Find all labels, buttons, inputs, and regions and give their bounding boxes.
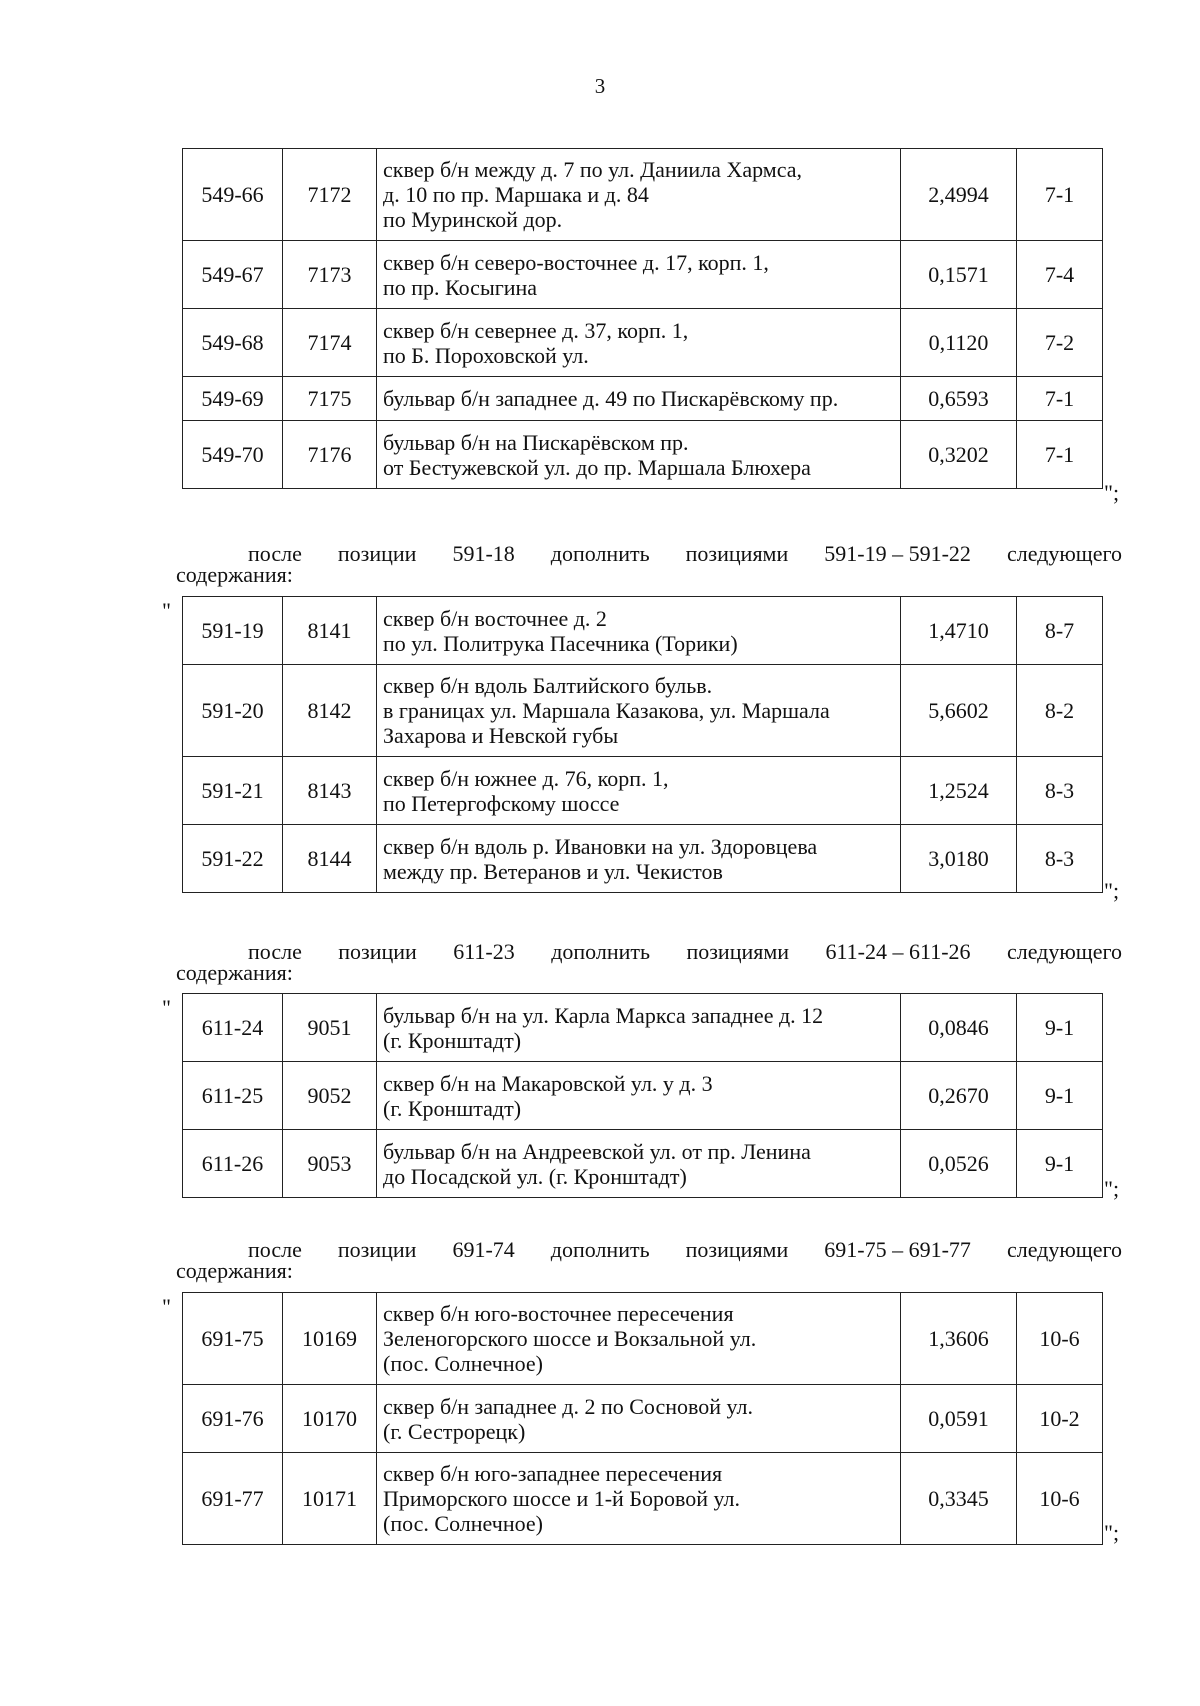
table-row: [183, 665, 1103, 757]
paragraph-word: дополнить: [550, 541, 650, 566]
paragraph-word: после: [248, 1237, 302, 1262]
object-code-cell: 7173: [283, 241, 377, 309]
paragraph-word: 591-19 – 591-22: [824, 541, 971, 566]
position-number-cell: 549-66: [183, 149, 283, 241]
opening-quote-mark: ": [162, 1294, 171, 1319]
description-line: сквер б/н южнее д. 76, корп. 1,: [383, 765, 669, 791]
object-code-cell: 10171: [283, 1453, 377, 1545]
description-cell: [377, 757, 901, 825]
district-code-cell: 7-1: [1017, 377, 1103, 421]
paragraph-line2: содержания:: [176, 562, 293, 587]
description-line: сквер б/н между д. 7 по ул. Даниила Хармса,: [383, 157, 802, 182]
description-line: сквер б/н северо-восточнее д. 17, корп. 1,: [383, 249, 769, 275]
object-code-cell: 9052: [283, 1062, 377, 1130]
opening-quote-mark: ": [162, 995, 171, 1020]
paragraph-word: 691-74: [452, 1237, 515, 1262]
table-row: [183, 1453, 1103, 1545]
table-row: [183, 421, 1103, 489]
district-code-cell: 10-6: [1017, 1453, 1103, 1545]
description-line: сквер б/н юго-восточнее пересечения: [383, 1301, 734, 1326]
positions-table-549: [182, 148, 1103, 489]
position-number-cell: 591-22: [183, 825, 283, 893]
paragraph-word: позициями: [685, 1237, 789, 1262]
description-line: Зеленогорского шоссе и Вокзальной ул.: [383, 1326, 757, 1351]
description-cell: [377, 825, 901, 893]
paragraph-word: позиции: [337, 541, 417, 566]
district-code-cell: 10-2: [1017, 1385, 1103, 1453]
table-row: [183, 1293, 1103, 1385]
opening-quote-mark: ": [162, 598, 171, 623]
description-line: по Петергофскому шоссе: [383, 790, 620, 816]
object-code-cell: 7176: [283, 421, 377, 489]
position-number-cell: 691-76: [183, 1385, 283, 1453]
area-cell: 1,2524: [901, 757, 1017, 825]
position-number-cell: 549-68: [183, 309, 283, 377]
paragraph-word: позициями: [686, 939, 790, 964]
description-line: по пр. Косыгина: [383, 274, 538, 300]
district-code-cell: 8-3: [1017, 757, 1103, 825]
district-code-cell: 9-1: [1017, 1130, 1103, 1198]
insertion-paragraph: [176, 540, 1122, 588]
area-cell: 1,4710: [901, 597, 1017, 665]
area-cell: 0,1120: [901, 309, 1017, 377]
paragraph-word: после: [248, 541, 302, 566]
description-cell: [377, 421, 901, 489]
description-line: (г. Кронштадт): [383, 1095, 522, 1121]
object-code-cell: 10170: [283, 1385, 377, 1453]
object-code-cell: 9053: [283, 1130, 377, 1198]
positions-table-611: [182, 993, 1103, 1198]
closing-quote-mark: ";: [1104, 1520, 1120, 1545]
paragraph-word: позиции: [338, 939, 417, 964]
table-row: [183, 757, 1103, 825]
description-cell: [377, 309, 901, 377]
district-code-cell: 10-6: [1017, 1293, 1103, 1385]
area-cell: 1,3606: [901, 1293, 1017, 1385]
area-cell: 0,2670: [901, 1062, 1017, 1130]
area-cell: 3,0180: [901, 825, 1017, 893]
paragraph-word: следующего: [1006, 1237, 1122, 1262]
position-number-cell: 549-69: [183, 377, 283, 421]
table-row: [183, 149, 1103, 241]
description-line: по Муринской дор.: [383, 207, 563, 232]
position-number-cell: 611-24: [183, 994, 283, 1062]
district-code-cell: 8-3: [1017, 825, 1103, 893]
description-line: сквер б/н восточнее д. 2: [383, 605, 607, 631]
table-row: [183, 1062, 1103, 1130]
description-cell: [377, 149, 901, 241]
description-line: бульвар б/н на Пискарёвском пр.: [383, 429, 689, 455]
description-line: (пос. Солнечное): [383, 1351, 543, 1376]
paragraph-word: после: [248, 939, 302, 964]
description-line: сквер б/н западнее д. 2 по Сосновой ул.: [383, 1393, 754, 1419]
district-code-cell: 7-4: [1017, 241, 1103, 309]
insertion-paragraph: [176, 1236, 1122, 1284]
position-number-cell: 611-25: [183, 1062, 283, 1130]
table-row: [183, 597, 1103, 665]
area-cell: 0,0846: [901, 994, 1017, 1062]
description-cell: [377, 241, 901, 309]
object-code-cell: 7174: [283, 309, 377, 377]
object-code-cell: 8142: [283, 665, 377, 757]
description-line: бульвар б/н на Андреевской ул. от пр. Ленина: [383, 1138, 811, 1164]
description-line: между пр. Ветеранов и ул. Чекистов: [383, 858, 723, 884]
description-line: по Б. Пороховской ул.: [383, 342, 589, 368]
paragraph-word: дополнить: [550, 1237, 650, 1262]
description-cell: [377, 665, 901, 757]
description-line: от Бестужевской ул. до пр. Маршала Блюхера: [383, 454, 811, 480]
position-number-cell: 591-21: [183, 757, 283, 825]
table-row: [183, 309, 1103, 377]
description-line: (г. Сестрорецк): [383, 1418, 526, 1444]
position-number-cell: 691-75: [183, 1293, 283, 1385]
position-number-cell: 611-26: [183, 1130, 283, 1198]
description-line: бульвар б/н на ул. Карла Маркса западнее д. 12: [383, 1002, 824, 1028]
description-line: по ул. Политрука Пасечника (Торики): [383, 630, 738, 656]
district-code-cell: 9-1: [1017, 994, 1103, 1062]
district-code-cell: 8-7: [1017, 597, 1103, 665]
closing-quote-mark: ";: [1104, 878, 1120, 903]
district-code-cell: 8-2: [1017, 665, 1103, 757]
description-cell: [377, 597, 901, 665]
paragraph-line2: содержания:: [176, 960, 293, 985]
area-cell: 0,3345: [901, 1453, 1017, 1545]
description-cell: [377, 994, 901, 1062]
object-code-cell: 8143: [283, 757, 377, 825]
description-line: сквер б/н вдоль р. Ивановки на ул. Здоровцева: [383, 833, 818, 859]
description-line: сквер б/н вдоль Балтийского бульв.: [383, 673, 713, 698]
paragraph-word: позиции: [337, 1237, 417, 1262]
area-cell: 0,6593: [901, 377, 1017, 421]
area-cell: 5,6602: [901, 665, 1017, 757]
description-line: (пос. Солнечное): [383, 1511, 543, 1536]
district-code-cell: 9-1: [1017, 1062, 1103, 1130]
paragraph-line2: содержания:: [176, 1258, 293, 1283]
description-line: сквер б/н на Макаровской ул. у д. 3: [383, 1070, 713, 1096]
description-line: бульвар б/н западнее д. 49 по Пискарёвскому пр.: [383, 386, 839, 411]
page-number: 3: [594, 74, 606, 98]
description-line: Приморского шоссе и 1-й Боровой ул.: [383, 1486, 740, 1511]
paragraph-word: 611-23: [453, 939, 515, 964]
description-line: д. 10 по пр. Маршака и д. 84: [383, 182, 649, 207]
positions-table-591: [182, 596, 1103, 893]
district-code-cell: 7-2: [1017, 309, 1103, 377]
object-code-cell: 8144: [283, 825, 377, 893]
paragraph-word: 591-18: [452, 541, 515, 566]
district-code-cell: 7-1: [1017, 421, 1103, 489]
position-number-cell: 691-77: [183, 1453, 283, 1545]
table-row: [183, 377, 1103, 421]
area-cell: 0,1571: [901, 241, 1017, 309]
table-row: [183, 1130, 1103, 1198]
table-row: [183, 994, 1103, 1062]
description-cell: [377, 1453, 901, 1545]
table-row: [183, 1385, 1103, 1453]
description-cell: [377, 1062, 901, 1130]
insertion-paragraph: [176, 938, 1122, 986]
position-number-cell: 549-70: [183, 421, 283, 489]
object-code-cell: 9051: [283, 994, 377, 1062]
closing-quote-mark: ";: [1104, 1176, 1120, 1201]
table-row: [183, 241, 1103, 309]
description-line: сквер б/н юго-западнее пересечения: [383, 1461, 723, 1486]
paragraph-word: позициями: [685, 541, 789, 566]
description-line: Захарова и Невской губы: [383, 723, 619, 748]
description-cell: [377, 377, 901, 421]
position-number-cell: 591-20: [183, 665, 283, 757]
area-cell: 0,0591: [901, 1385, 1017, 1453]
area-cell: 0,3202: [901, 421, 1017, 489]
paragraph-word: дополнить: [551, 939, 651, 964]
paragraph-word: следующего: [1006, 541, 1122, 566]
position-number-cell: 591-19: [183, 597, 283, 665]
description-cell: [377, 1130, 901, 1198]
description-line: до Посадской ул. (г. Кронштадт): [383, 1163, 687, 1189]
description-line: в границах ул. Маршала Казакова, ул. Маршала: [383, 698, 830, 723]
table-row: [183, 825, 1103, 893]
area-cell: 0,0526: [901, 1130, 1017, 1198]
closing-quote-mark: ";: [1104, 480, 1120, 505]
paragraph-word: 691-75 – 691-77: [824, 1237, 971, 1262]
object-code-cell: 8141: [283, 597, 377, 665]
object-code-cell: 10169: [283, 1293, 377, 1385]
position-number-cell: 549-67: [183, 241, 283, 309]
positions-table-691: [182, 1292, 1103, 1545]
object-code-cell: 7175: [283, 377, 377, 421]
area-cell: 2,4994: [901, 149, 1017, 241]
description-line: сквер б/н севернее д. 37, корп. 1,: [383, 317, 689, 343]
paragraph-word: следующего: [1006, 939, 1122, 964]
district-code-cell: 7-1: [1017, 149, 1103, 241]
paragraph-word: 611-24 – 611-26: [825, 939, 971, 964]
object-code-cell: 7172: [283, 149, 377, 241]
description-line: (г. Кронштадт): [383, 1027, 522, 1053]
description-cell: [377, 1293, 901, 1385]
description-cell: [377, 1385, 901, 1453]
